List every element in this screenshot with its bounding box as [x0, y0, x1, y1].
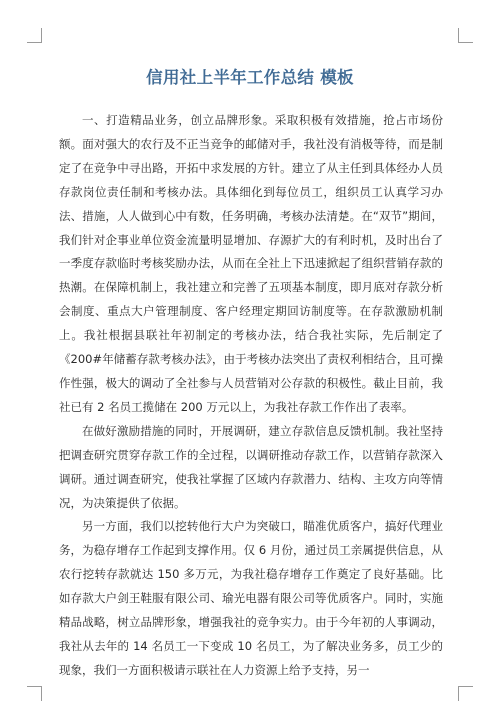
crop-mark-top-right [458, 28, 459, 43]
body-paragraph: 一、打造精品业务，创立品牌形象。采取积极有效措施，抢占市场份额。面对强大的农行及不正当竞争的邮储对手，我社没有消极等待，而是制定了在竞争中寻出路，开拓中求发展的方针。建立了从主任到具体经办人员存款岗位责任制和考核办法。具体细化到每位员工，组织员工认真学习办法、措施，人人做到心中有数，任务明确，考核办法清楚。在“双节”期间，我们针对企事业单位资金流量明显增加、存源扩大的有利时机，及时出台了一季度存款临时考核奖励办法，从而在全社上下迅速掀起了组织营销存款的热潮。在保障机制上，我社建立和完善了五项基本制度，即月底对存款分析会制度、重点大户管理制度、客户经理定期回访制度等。在存款激励机制上。我社根据县联社年初制定的考核办法，结合我社实际，先后制定了《200#年储蓄存款考核办法》，由于考核办法突出了责权利相结合，且可操作性强，极大的调动了全社参与人员营销对公存款的积极性。截止目前，我社已有 2 名员工揽储在 200 万元以上，为我社存款工作作出了表率。 [59, 113, 443, 414]
document-title: 信用社上半年工作总结 模板 [146, 68, 354, 87]
crop-mark-bottom-left [41, 686, 42, 701]
crop-mark-bottom-right [459, 686, 473, 687]
crop-mark-bottom-left [27, 686, 41, 687]
body-paragraph: 在做好激励措施的同时，开展调研，建立存款信息反馈机制。我社坚持把调查研究贯穿存款工作的全过程，以调研推动存款工作，以营销存款深入调研。通过调查研究，使我社掌握了区域内存款潜力、结构、主攻方向等情况，为决策提供了依据。 [59, 423, 443, 510]
body-paragraph: 另一方面，我们以挖转他行大户为突破口，瞄准优质客户，搞好代理业务，为稳存增存工作起到支撑作用。仅 6 月份，通过员工亲属提供信息，从农行挖转存款就达 150 多万元，为我社稳存增存工作奠定了良好基础。比如存款大户剑王鞋服有限公司、瑜光电器有限公司等优质客户。同时，实施精品战略，树立品牌形象，增强我社的竞争实力。由于今年初的人事调动，我社从去年的 14 名员工一下变成 10 名员工，为了解决业务多，员工少的现象，我们一方面积极请示联社在人力资源上给予支持，另一 [59, 519, 443, 677]
crop-mark-top-right [459, 42, 473, 43]
crop-mark-bottom-right [458, 686, 459, 701]
crop-mark-top-left [27, 42, 41, 43]
crop-mark-top-left [41, 28, 42, 43]
document-body [59, 109, 443, 683]
